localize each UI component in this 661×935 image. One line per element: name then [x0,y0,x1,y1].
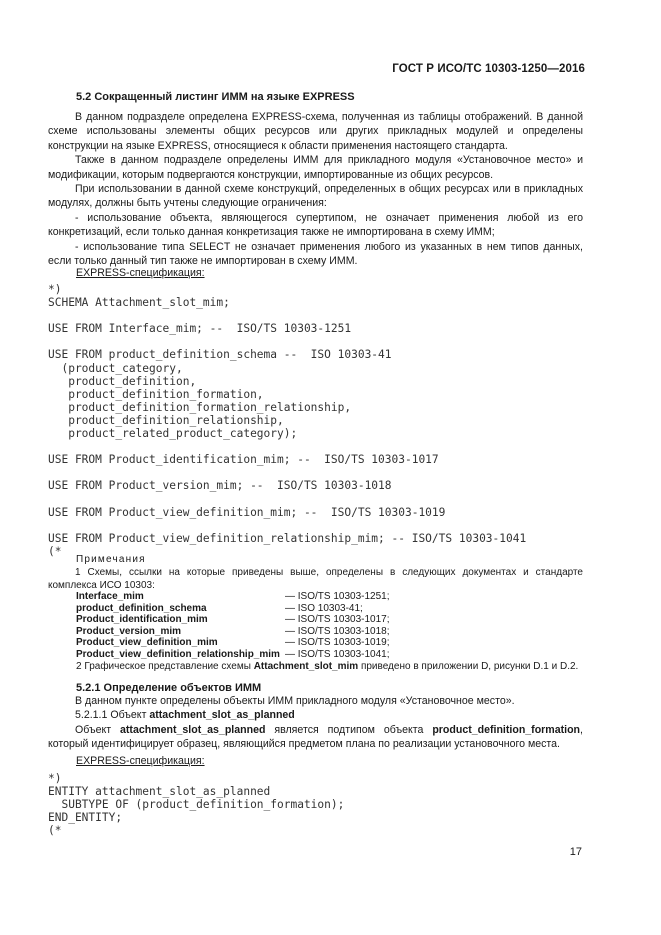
reference-row: Product_view_definition_relationship_mim — ISO/TS 10303-1041; [76,648,390,660]
page-number: 17 [569,846,582,858]
intro-paragraph-2: Также в данном подразделе определены ИММ для прикладного модуля «Установочное место» и модификации, которым подвергаются конструкции, импортированные из общих ресурсов. [48,154,583,181]
intro-paragraph-3: При использовании в данной схеме конструкций, определенных в общих ресурсах или в прикладных модулях, должны быть учтены следующие ограничения: [48,183,583,210]
intro-paragraph-1: В данном подразделе определена EXPRESS-схема, полученная из таблицы отображений. В данной схеме использованы элементы общих ресурсов или других прикладных модулей и определены конструкции на языке EXPRESS, относящиеся к области применения настоящего стандарта. [48,111,583,152]
reference-row: product_definition_schema — ISO 10303-41; [76,602,363,614]
intro-paragraph-5: - использование типа SELECT не означает применения любого из указанных в нем типов данных, если только данный тип также не импортирован в схему ИММ. [48,240,583,268]
subsection-text [48,694,583,752]
standard-code-header: ГОСТ Р ИСО/ТС 10303-1250—2016 [392,63,585,75]
note-1: 1 Схемы, ссылки на которые приведены выше, определены в следующих документах и стандарте комплекса ИСО 10303: [48,567,583,591]
object-heading: 5.2.1.1 Объект attachment_slot_as_planned [75,709,295,722]
intro-text [48,110,583,268]
reference-row: Interface_mim — ISO/TS 10303-1251; [76,591,390,602]
express-spec-label-2: EXPRESS-спецификация: [76,755,205,767]
subsection-title: 5.2.1 Определение объектов ИММ [76,682,262,694]
reference-row: Product_identification_mim — ISO/TS 10303-1017; [76,614,390,626]
notes-heading: Примечания [76,554,146,565]
schema-code-block: *) SCHEMA Attachment_slot_mim; USE FROM Interface_mim; -- ISO/TS 10303-1251 USE FROM product_definition_schema -- ISO 10303-41 (product_category, product_definition, product_definition_formation, product_definition_formation_relationship, product_definition_relationship, product_related_product_category); USE FROM Product_identification_mim; -- ISO/TS 10303-1017 USE FROM Product_version_mim; -- ISO/TS 10303-1018 USE FROM Product_view_definition_mim; -- ISO/TS 10303-1019 USE FROM Product_view_definition_relationship_mim; -- ISO/TS 10303-1041 (* [48,283,527,558]
schema-reference-list [76,591,390,661]
express-spec-label: EXPRESS-спецификация: [76,267,205,279]
entity-code-block: *) ENTITY attachment_slot_as_planned SUBTYPE OF (product_definition_formation); END_ENTITY; (* [48,772,345,838]
subsection-paragraph: В данном пункте определены объекты ИММ прикладного модуля «Установочное место». [75,695,515,707]
reference-row: Product_view_definition_mim — ISO/TS 10303-1019; [76,637,390,649]
reference-row: Product_version_mim — ISO/TS 10303-1018; [76,625,390,637]
object-description: Объект attachment_slot_as_planned является подтипом объекта product_definition_formation, который идентифицирует образец, являющийся предметом плана по реализации установочного места. [48,723,583,751]
intro-paragraph-4: - использование объекта, являющегося супертипом, не означает применения любой из его конкретизаций, если только данная конкретизация также не импортирована в схему ИММ; [48,211,583,239]
note-2: 2 Графическое представление схемы Attachment_slot_mim приведено в приложении D, рисунки D.1 и D.2. [76,661,579,672]
section-title: 5.2 Сокращенный листинг ИММ на языке EXPRESS [76,91,355,103]
